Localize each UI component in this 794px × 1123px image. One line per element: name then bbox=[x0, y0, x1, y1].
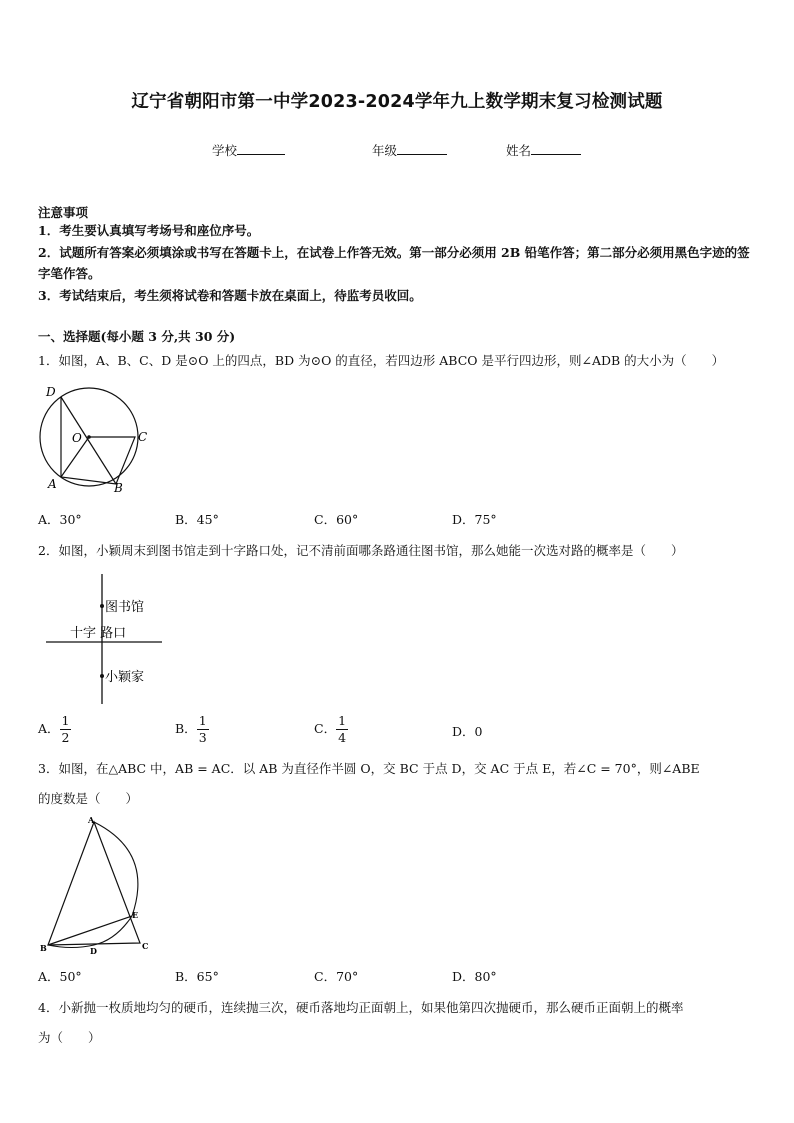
circle-quadrilateral-figure bbox=[34, 380, 156, 496]
grade-label: 年级 bbox=[372, 143, 398, 158]
label-o: O bbox=[72, 431, 82, 445]
grade-blank[interactable] bbox=[397, 142, 447, 155]
question-4-stem-line2: 为（ ） bbox=[38, 1030, 101, 1045]
note-item: 1．考生要认真填写考场号和座位序号。 bbox=[38, 223, 260, 238]
option-b[interactable]: B． $\frac{1}{3}$ bbox=[175, 713, 207, 745]
option-a[interactable]: A．50° bbox=[38, 969, 82, 984]
school-field bbox=[212, 141, 285, 159]
label-b: B bbox=[114, 481, 123, 495]
fraction: $\frac{1}{4}$ bbox=[338, 713, 347, 745]
option-a[interactable]: A． $\frac{1}{2}$ bbox=[38, 713, 70, 745]
fraction: $\frac{1}{3}$ bbox=[198, 713, 207, 745]
school-blank[interactable] bbox=[237, 142, 285, 155]
question-1-stem: 1．如图，A、B、C、D 是⊙O 上的四点，BD 为⊙O 的直径，若四边形 ABCO 是平行四边形，则∠ADB 的大小为（ ） bbox=[38, 353, 725, 368]
center-point bbox=[87, 435, 91, 439]
home-label: 小颖家 bbox=[105, 670, 145, 685]
option-d[interactable]: D．80° bbox=[452, 969, 497, 984]
label-a: A bbox=[48, 477, 57, 491]
name-label: 姓名 bbox=[506, 143, 532, 158]
option-a[interactable]: A．30° bbox=[38, 512, 82, 527]
option-d[interactable]: D．75° bbox=[452, 512, 497, 527]
label-d: D bbox=[90, 946, 97, 956]
option-b[interactable]: B．65° bbox=[175, 969, 219, 984]
option-d[interactable]: D．0 bbox=[452, 724, 483, 739]
triangle-abc bbox=[48, 822, 140, 945]
diameter-bd bbox=[61, 397, 116, 484]
crossroad-label: 十字 路口 bbox=[70, 626, 127, 641]
option-c[interactable]: C． $\frac{1}{4}$ bbox=[314, 713, 347, 745]
grade-field bbox=[372, 141, 447, 159]
question-2-stem: 2．如图，小颖周末到图书馆走到十字路口处，记不清前面哪条路通往图书馆，那么她能一次选对路的概率是（ ） bbox=[38, 543, 684, 558]
label-d: D bbox=[46, 385, 56, 399]
notes-heading: 注意事项 bbox=[38, 205, 89, 220]
name-field bbox=[506, 141, 581, 159]
question-3-stem-line2: 的度数是（ ） bbox=[38, 791, 139, 806]
label-e: E bbox=[132, 910, 139, 920]
question-4-stem-line1: 4．小新抛一枚质地均匀的硬币，连续抛三次，硬币落地均正面朝上，如果他第四次抛硬币，那么硬币正面朝上的概率 bbox=[38, 1000, 684, 1015]
note-item: 3．考试结束后，考生须将试卷和答题卡放在桌面上，待监考员收回。 bbox=[38, 288, 422, 303]
note-item: 2．试题所有答案必须填涂或书写在答题卡上，在试卷上作答无效。第一部分必须用 2B 铅笔作答；第二部分必须用黑色字迹的签字笔作答。 bbox=[38, 245, 750, 281]
option-c[interactable]: C．60° bbox=[314, 512, 359, 527]
label-c: C bbox=[142, 941, 149, 951]
library-point bbox=[100, 604, 104, 608]
section-heading: 一、选择题(每小题 3 分,共 30 分) bbox=[38, 329, 236, 344]
question-3-stem-line1: 3．如图，在△ABC 中，AB = AC．以 AB 为直径作半圆 O，交 BC 于点 D，交 AC 于点 E，若∠C = 70°，则∠ABE bbox=[38, 761, 700, 776]
label-c: C bbox=[138, 430, 148, 444]
crossroad-figure bbox=[40, 570, 170, 710]
school-label: 学校 bbox=[212, 143, 238, 158]
label-a: A bbox=[88, 815, 95, 825]
name-blank[interactable] bbox=[531, 142, 581, 155]
label-b: B bbox=[40, 943, 47, 953]
fraction: $\frac{1}{2}$ bbox=[61, 713, 70, 745]
option-b[interactable]: B．45° bbox=[175, 512, 219, 527]
exam-title: 辽宁省朝阳市第一中学2023-2024学年九上数学期末复习检测试题 bbox=[131, 92, 663, 112]
library-label: 图书馆 bbox=[105, 600, 145, 615]
home-point bbox=[100, 674, 104, 678]
option-c[interactable]: C．70° bbox=[314, 969, 359, 984]
triangle-semicircle-figure bbox=[36, 812, 156, 957]
